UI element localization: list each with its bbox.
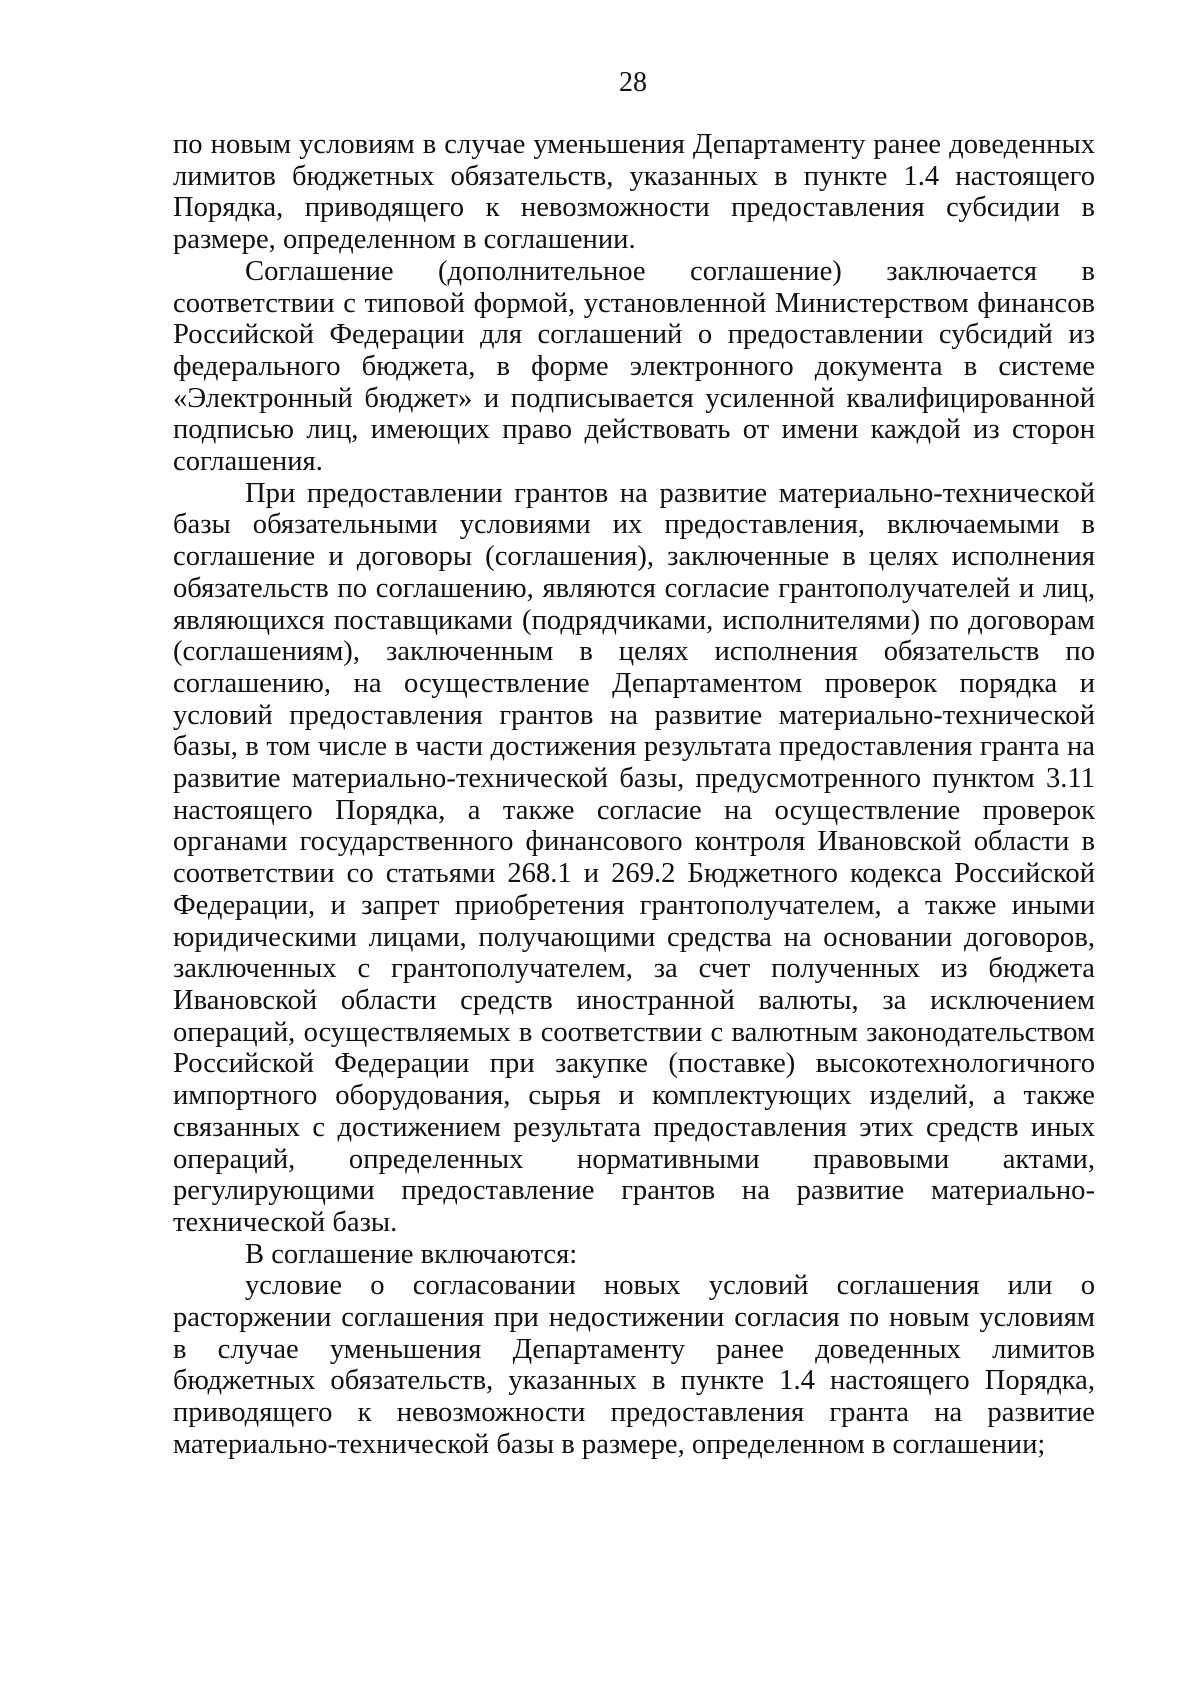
paragraph-continuation: по новым условиям в случае уменьшения Департаменту ранее доведенных лимитов бюджетных обязательств, указанных в пункте 1.4 настоящего Порядка, приводящего к невозможности предоставления субсидии в размере, определенном в соглашении. xyxy=(173,129,1095,256)
paragraph-renegotiation-condition: условие о согласовании новых условий соглашения или о расторжении соглашения при недостижении согласия по новым условиям в случае уменьшения Департаменту ранее доведенных лимитов бюджетных обязательств, указанных в пункте 1.4 настоящего Порядка, приводящего к невозможности предоставления гранта на развитие материально-технической базы в размере, определенном в соглашении; xyxy=(173,1270,1095,1460)
paragraph-agreement-form: Соглашение (дополнительное соглашение) заключается в соответствии с типовой формой, установленной Министерством финансов Российской Федерации для соглашений о предоставлении субсидий из федерального бюджета, в форме электронного документа в системе «Электронный бюджет» и подписывается усиленной квалифицированной подписью лиц, имеющих право действовать от имени каждой из сторон соглашения. xyxy=(173,255,1095,478)
document-body xyxy=(173,129,1095,1461)
page-number: 28 xyxy=(619,67,647,98)
paragraph-included-heading: В соглашение включаются: xyxy=(245,1238,578,1270)
paragraph-grant-conditions: При предоставлении грантов на развитие материально-технической базы обязательными условиями их предоставления, включаемыми в соглашение и договоры (соглашения), заключенные в целях исполнения обязательств по соглашению, являются согласие грантополучателей и лиц, являющихся поставщиками (подрядчиками, исполнителями) по договорам (соглашениям), заключенным в целях исполнения обязательств по соглашению, на осуществление Департаментом проверок порядка и условий предоставления грантов на развитие материально-технической базы, в том числе в части достижения результата предоставления гранта на развитие материально-технической базы, предусмотренного пунктом 3.11 настоящего Порядка, а также согласие на осуществление проверок органами государственного финансового контроля Ивановской области в соответствии со статьями 268.1 и 269.2 Бюджетного кодекса Российской Федерации, и запрет приобретения грантополучателем, а также иными юридическими лицами, получающими средства на основании договоров, заключенных с грантополучателем, за счет полученных из бюджета Ивановской области средств иностранной валюты, за исключением операций, осуществляемых в соответствии с валютным законодательством Российской Федерации при закупке (поставке) высокотехнологичного импортного оборудования, сырья и комплектующих изделий, а также связанных с достижением результата предоставления этих средств иных операций, определенных нормативными правовыми актами, регулирующими предоставление грантов на развитие материально-технической базы. xyxy=(173,477,1095,1238)
